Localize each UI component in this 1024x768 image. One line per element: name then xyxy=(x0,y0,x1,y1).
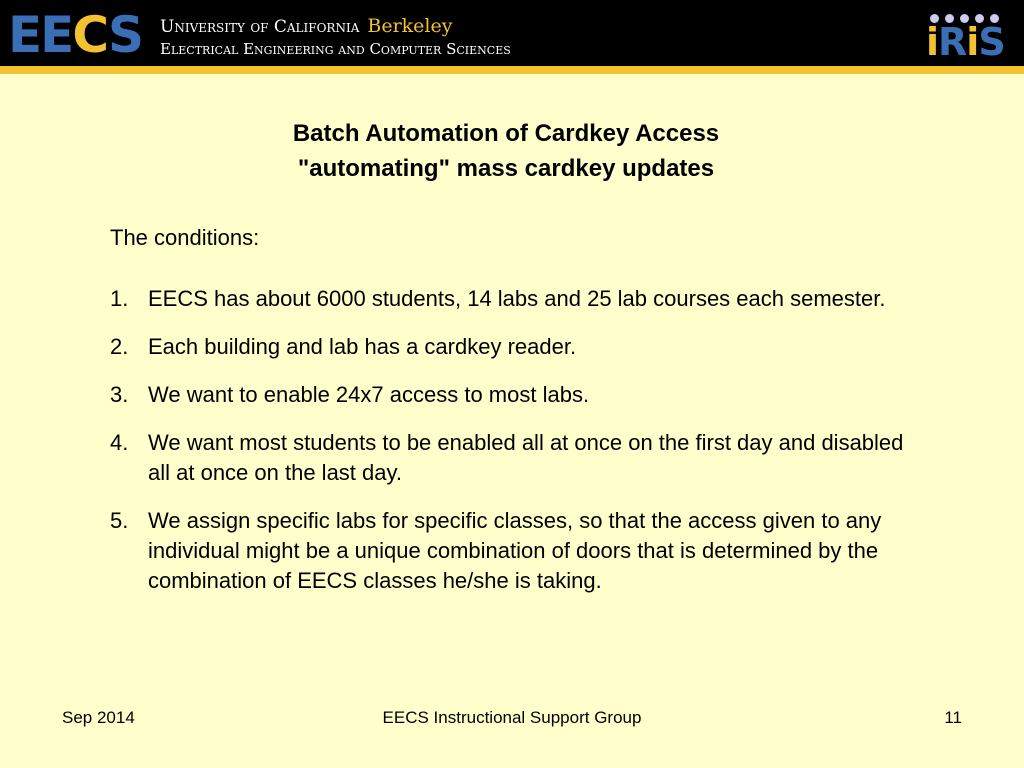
conditions-intro: The conditions: xyxy=(110,225,260,250)
university-label: University of California xyxy=(160,17,360,37)
page-number: 11 xyxy=(944,708,962,727)
header-divider xyxy=(0,66,1024,74)
item-text: We want to enable 24x7 access to most labs. xyxy=(148,382,590,407)
item-number: 3. xyxy=(110,382,129,407)
list-item xyxy=(110,428,930,488)
footer-organization: EECS Instructional Support Group xyxy=(382,708,642,727)
eecs-logo: EECS xyxy=(8,6,142,64)
item-text: We want most students to be enabled all at once on the first day and disabled all at once on the last day. xyxy=(148,430,904,485)
item-number: 5. xyxy=(110,508,129,533)
iris-logo xyxy=(926,10,1014,62)
footer-date: Sep 2014 xyxy=(62,708,135,727)
list-item xyxy=(110,506,930,596)
conditions-list xyxy=(110,284,930,614)
department-name: Electrical Engineering and Computer Sciences xyxy=(160,40,511,58)
slide-header xyxy=(0,0,1024,66)
item-number: 4. xyxy=(110,430,129,455)
title-line-1: Batch Automation of Cardkey Access xyxy=(292,120,720,147)
item-text: Each building and lab has a cardkey reader. xyxy=(148,334,577,359)
item-number: 1. xyxy=(110,286,129,311)
title-line-2: "automating" mass cardkey updates xyxy=(297,155,715,182)
item-text: We assign specific labs for specific classes, so that the access given to any individual might be a unique combination of doors that is determined by the combination of EECS classes he/she is taking. xyxy=(148,508,882,593)
list-item xyxy=(110,380,930,410)
iris-wordmark: iRiS xyxy=(926,20,1005,64)
campus-label: Berkeley xyxy=(367,15,453,37)
item-number: 2. xyxy=(110,334,129,359)
iris-dots-icon xyxy=(930,10,1005,20)
list-item xyxy=(110,332,930,362)
slide-title xyxy=(0,116,1012,186)
item-text: EECS has about 6000 students, 14 labs and 25 lab courses each semester. xyxy=(148,286,886,311)
university-name xyxy=(160,14,452,38)
list-item xyxy=(110,284,930,314)
